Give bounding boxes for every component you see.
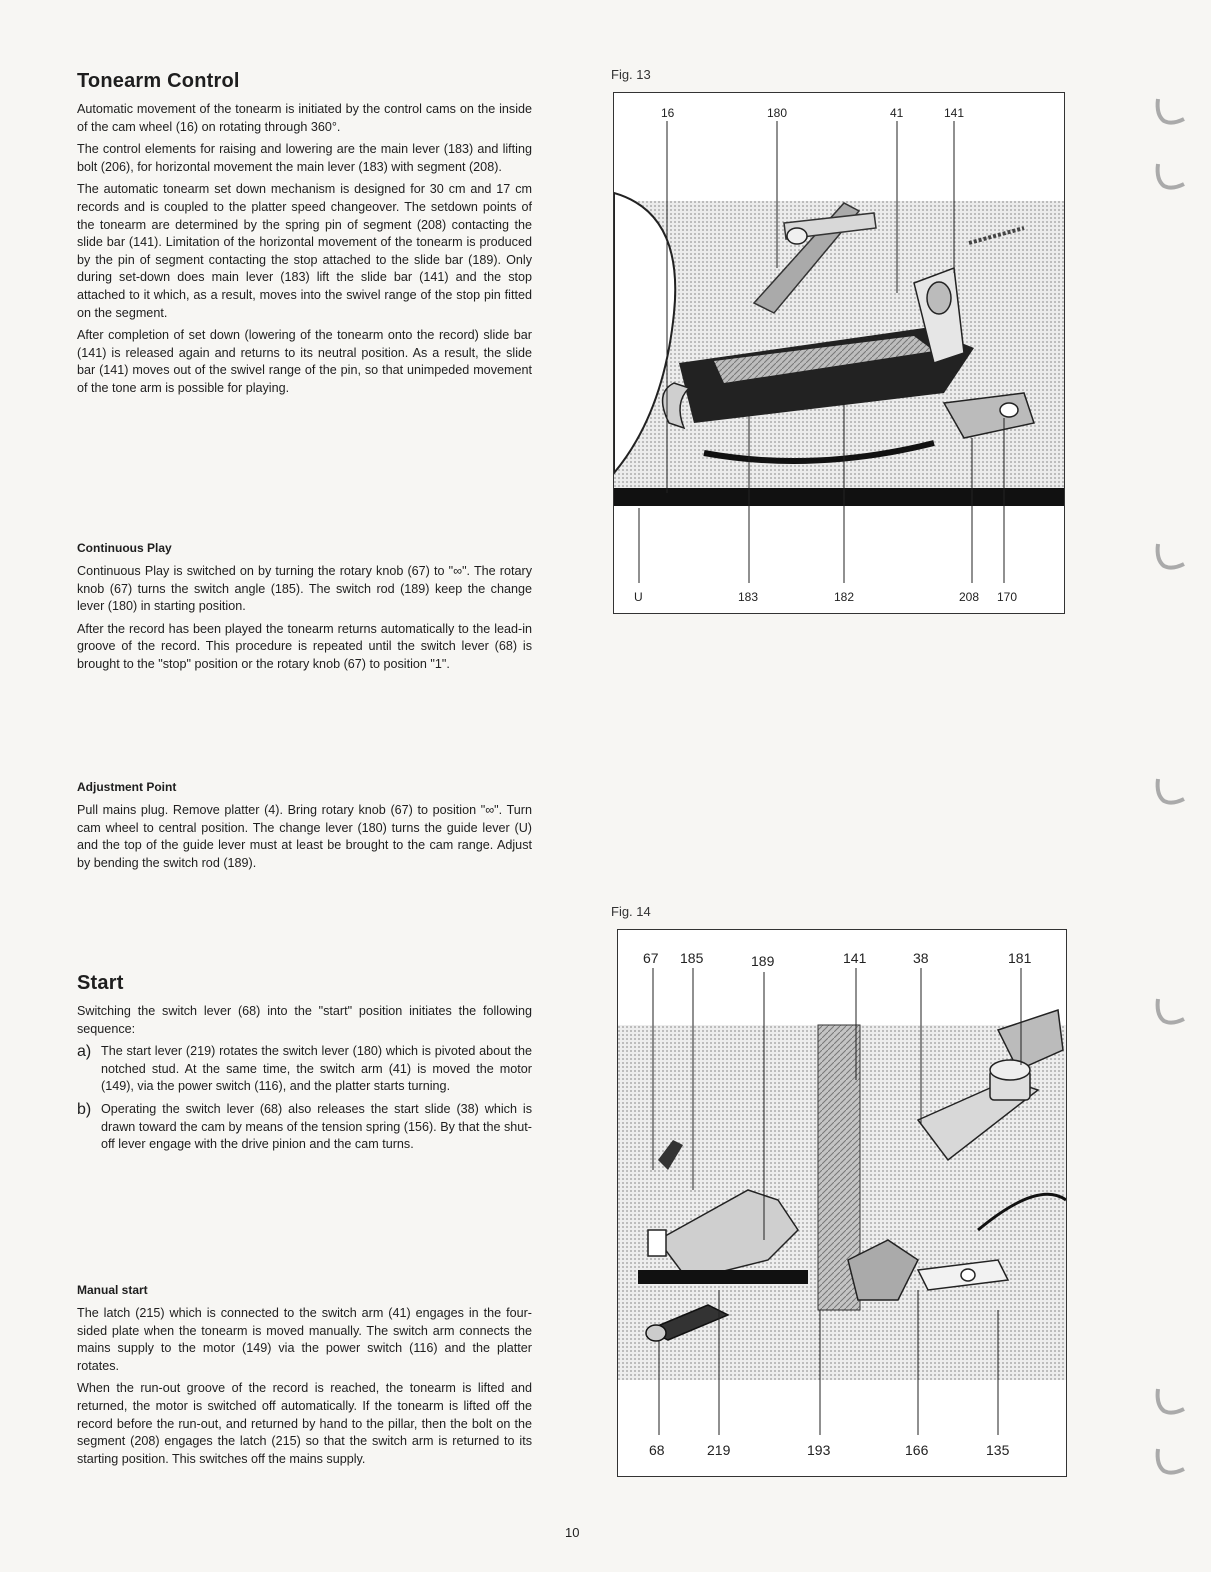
fig14-callout-67: 67 xyxy=(643,950,659,966)
list-item xyxy=(77,1101,532,1159)
section-tonearm-control xyxy=(77,70,532,403)
binder-tab-mark xyxy=(1152,775,1192,815)
page-number: 10 xyxy=(565,1525,580,1540)
fig13-callout-41: 41 xyxy=(890,106,904,120)
paragraph: Automatic movement of the tonearm is initiated by the control cams on the inside of the cam wheel (16) on rotating through 360°. xyxy=(77,102,532,134)
section-continuous-play xyxy=(77,541,532,679)
paragraph: The automatic tonearm set down mechanism is designed for 30 cm and 17 cm records and is coupled to the platter speed changeover. The setdown points of the tonearm are determined by the spring pin of segment (208) contacting the slide bar (141). Limitation of the horizontal movement of the tonearm is produced by the pin of segment contacting the stop attached to the slide bar (189). Only during set-down does main lever (183) lift the slide bar (141) and the stop attached to it which, as a result, moves into the swivel range of the stop pin fitted on the segment. xyxy=(77,182,532,320)
binder-tab-mark xyxy=(1152,540,1192,580)
list-marker: a) xyxy=(77,1043,92,1061)
binder-tab-mark xyxy=(1152,95,1192,135)
fig14-callout-68: 68 xyxy=(649,1442,665,1458)
list-marker: b) xyxy=(77,1100,92,1118)
fig13-callout-180: 180 xyxy=(767,106,788,120)
list-item-text: The start lever (219) rotates the switch lever (180) which is pivoted about the notched stud. At the same time, the switch arm (41) is moved the motor (149), via the power switch (116), and the platter starts turning. xyxy=(101,1044,532,1094)
fig13-callout-u: U xyxy=(634,590,643,604)
heading-start: Start xyxy=(77,972,124,994)
fig14-callout-219: 219 xyxy=(707,1442,731,1458)
fig13-chassis-bar xyxy=(614,488,1064,506)
section-manual-start xyxy=(77,1283,532,1473)
fig13-callout-141: 141 xyxy=(944,106,965,120)
paragraph: Continuous Play is switched on by turning the rotary knob (67) to "∞". The rotary knob (67) turns the switch angle (185). The switch rod (189) keep the change lever (180) in starting position. xyxy=(77,564,532,614)
fig13-callout-170: 170 xyxy=(997,590,1018,604)
fig14-callout-185: 185 xyxy=(680,950,704,966)
figure-13 xyxy=(613,92,1065,614)
paragraph: The control elements for raising and lowering are the main lever (183) and lifting bolt (206), for horizontal movement the main lever (183) with segment (208). xyxy=(77,142,532,174)
paragraph: When the run-out groove of the record is reached, the tonearm is lifted and returned, the motor is switched off automatically. If the tonearm is lifted off the record before the run-out, and returned by hand to the pillar, then the bolt on the segment (208) engages the latch (215) so that the switch arm is returned to its starting position. This switches off the mains supply. xyxy=(77,1381,532,1466)
section-adjustment-point xyxy=(77,780,532,877)
binder-tab-mark xyxy=(1152,995,1192,1035)
fig13-callout-16: 16 xyxy=(661,106,675,120)
fig14-label: Fig. 14 xyxy=(611,904,651,919)
binder-tab-mark xyxy=(1152,160,1192,200)
list-item-text: Operating the switch lever (68) also releases the start slide (38) which is drawn toward the cam by means of the tension spring (156). By that the shut-off lever engage with the drive pinion and the cam turns. xyxy=(101,1101,532,1152)
heading-continuous-play: Continuous Play xyxy=(77,541,172,555)
binder-tab-mark xyxy=(1152,1445,1192,1485)
fig14-callout-193: 193 xyxy=(807,1442,831,1458)
figure-14 xyxy=(617,929,1067,1477)
fig13-callout-182: 182 xyxy=(834,590,855,604)
fig13-callout-208: 208 xyxy=(959,590,980,604)
binder-tab-mark xyxy=(1152,1385,1192,1425)
fig13-callout-183: 183 xyxy=(738,590,759,604)
fig14-callout-166: 166 xyxy=(905,1442,929,1458)
paragraph: Switching the switch lever (68) into the "start" position initiates the following sequence: xyxy=(77,1004,532,1036)
paragraph: The latch (215) which is connected to the switch arm (41) engages in the four-sided plate when the tonearm is moved manually. The switch arm connects the mains supply to the motor (149) via the power switch (116) and the platter rotates. xyxy=(77,1306,532,1373)
paragraph: After the record has been played the tonearm returns automatically to the lead-in groove of the record. This procedure is repeated until the switch lever (68) is brought to the "stop" position or the rotary knob (67) to position "1". xyxy=(77,621,532,671)
section-start xyxy=(77,972,532,1159)
fig13-illustration xyxy=(614,93,1064,613)
fig14-switch-rod xyxy=(638,1270,808,1284)
paragraph: After completion of set down (lowering of the tonearm onto the record) slide bar (141) is released again and returns to its neutral position. As a result, the slide bar (141) moves out of the swivel range of the pin, so that unimpeded movement of the tone arm is possible for playing. xyxy=(77,328,532,395)
list-item xyxy=(77,1043,532,1101)
fig14-illustration xyxy=(618,930,1066,1476)
heading-tonearm-control: Tonearm Control xyxy=(77,70,240,92)
paragraph: Pull mains plug. Remove platter (4). Bring rotary knob (67) to position "∞". Turn cam wheel to central position. The change lever (180) turns the guide lever (U) and the top of the guide lever must at least be brought to the cam range. Adjust by bending the switch rod (189). xyxy=(77,803,532,870)
fig13-label: Fig. 13 xyxy=(611,67,651,82)
heading-adjustment-point: Adjustment Point xyxy=(77,780,177,794)
fig14-callout-181: 181 xyxy=(1008,950,1032,966)
fig14-callout-141: 141 xyxy=(843,950,867,966)
heading-manual-start: Manual start xyxy=(77,1283,148,1297)
fig14-callout-135: 135 xyxy=(986,1442,1010,1458)
fig14-callout-189: 189 xyxy=(751,953,775,969)
fig14-callout-38: 38 xyxy=(913,950,929,966)
